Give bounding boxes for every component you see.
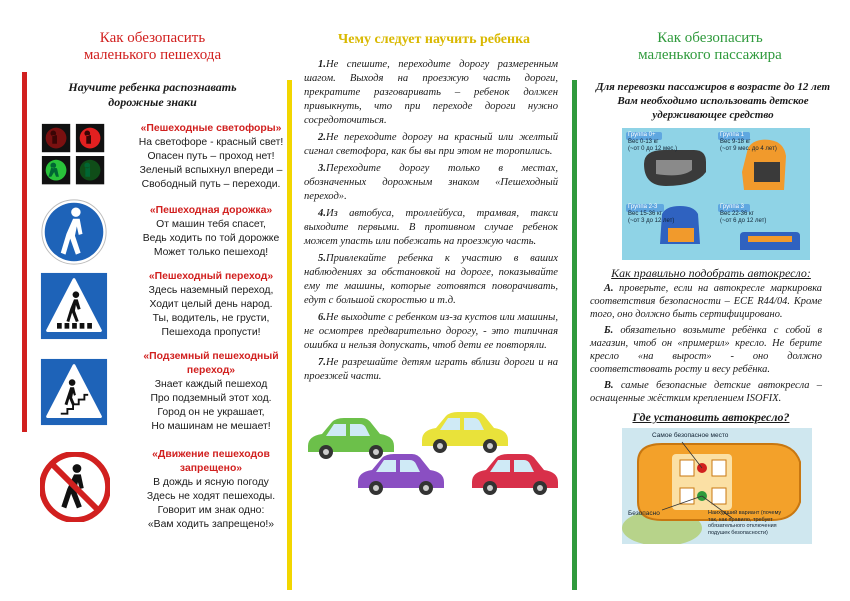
- rule-2: 2.Не переходите дорогу на красный или желтый сигнал светофора, как бы вы при этом не торопились.: [304, 132, 558, 157]
- rule-1: 1.Не спешите, переходите дорогу размеренным шагом. Выходя на проезжую часть дороги, прекратите разговаривать – ребенок должен привыкнуть, что при переходе дороги нужно сосредоточиться.: [304, 59, 558, 126]
- sign-row-underground: [38, 350, 279, 442]
- green-car-icon: [308, 418, 394, 459]
- label-safe: Безопасно: [628, 510, 660, 517]
- seat-group-1-label: Группа 1 Вес 9-18 кг (~от 9 мес. до 4 лет): [720, 132, 777, 152]
- yellow-car-icon: [422, 412, 508, 453]
- seat-group-2-label: Группа 2-3 Вес 15-36 кг (~от 3 до 12 лет): [628, 204, 675, 224]
- pedestrian-crossing-sign-icon: [40, 272, 108, 340]
- right-title: Как обезопасить маленького пассажира: [638, 30, 782, 63]
- sign-row-traffic-lights: [38, 122, 284, 200]
- left-column: [0, 0, 285, 601]
- sign-row-crossing: [38, 268, 274, 344]
- tip-b: Б. обязательно возьмите ребёнка с собой в магазин, чтоб он «примерил» кресло. Не берите кресло «на вырост» - оно должно соответствовать росту и весу ребёнка.: [590, 325, 822, 375]
- no-pedestrians-sign-icon: [40, 452, 110, 522]
- sign-row-prohibited: [38, 446, 276, 546]
- poem-traffic-lights: «Пешеходные светофоры» На светофоре - красный свет! Опасен путь – проход нет! Зеленый вспыхнул впереди – Свободный путь – переходи.: [138, 123, 284, 190]
- rule-6: 6.Не выходите с ребенком из-за кустов или машины, не осмотрев предварительно дорогу, - это типичная ошибка и нельзя допускать, чтоб дети ее повторяли.: [304, 312, 558, 351]
- red-car-icon: [472, 454, 558, 495]
- where-title: Где установить автокресло?: [632, 410, 790, 424]
- underground-crossing-sign-icon: [40, 358, 108, 426]
- rule-5: 5.Привлекайте ребенка к участию в ваших наблюдениях за обстановкой на дороге, показывайте ему те машины, которые готовятся поворачивать, едут с большой скоростью и т.д.: [304, 253, 558, 306]
- green-divider: [572, 80, 577, 590]
- rule-4: 4.Из автобуса, троллейбуса, трамвая, такси выходите первыми. В противном случае ребенок может упасть или побежать на проезжую часть.: [304, 208, 558, 247]
- pedestrian-path-sign-icon: [40, 198, 108, 266]
- rule-7: 7.Не разрешайте детям играть вблизи дороги и на проезжей части.: [304, 357, 558, 382]
- middle-title: Чему следует научить ребенка: [338, 32, 530, 47]
- poem-pedestrian-path: «Пешеходная дорожка» От машин тебя спасет, Ведь ходить по той дорожке Может только пешеход!: [142, 205, 280, 258]
- car-seat-intro: Для перевозки пассажиров в возрасте до 12 лет Вам необходимо использовать детское удерживающее средство: [595, 81, 831, 121]
- car-seat-tips: [590, 282, 822, 408]
- rule-3: 3.Переходите дорогу только в местах, обозначенных дорожным знаком «Пешеходный переход».: [304, 163, 558, 202]
- poem-prohibited: «Движение пешеходов запрещено» В дождь и ясную погоду Здесь не ходят пешеходы. Говорит им знак одно: «Вам ходить запрещено!»: [146, 449, 276, 530]
- poem-underground: «Подземный пешеходный переход» Знает каждый пешеход Про подземный этот ход. Город он не украшает, Но машинам не мешает!: [143, 351, 279, 432]
- left-subtitle: Научите ребенка распознавать дорожные знаки: [68, 80, 237, 109]
- label-worst: Наихудший вариант (почему так, как правило, требует обязательного отключения подушек безопасности): [708, 510, 782, 536]
- howto-title: Как правильно подобрать автокресло:: [611, 266, 811, 280]
- purple-car-icon: [358, 454, 444, 495]
- yellow-divider: [287, 80, 292, 590]
- left-title: Как обезопасить маленького пешехода: [83, 30, 222, 63]
- seat-group-0-label: Группа 0+ Вес 0-13 кг (~от 0 до 12 мес.): [628, 132, 678, 152]
- safety-rules-list: [304, 58, 558, 387]
- cars-illustration: [300, 408, 562, 500]
- label-safest: Самое безопасное место: [652, 432, 729, 439]
- sign-row-pedestrian-path: [38, 198, 280, 268]
- seat-group-3-label: Группа 3 Вес 22-36 кг (~от 6 до 12 лет): [720, 204, 767, 224]
- car-seat-groups-panel: [622, 128, 810, 260]
- seat-position-diagram: [622, 428, 812, 544]
- red-divider: [22, 72, 27, 432]
- tip-a: А. проверьте, если на автокресле маркировка соответствия безопасности – ECE R44/04. Кроме того, оно должно быть сертифицировано.: [590, 283, 822, 320]
- pedestrian-traffic-light-icon: [40, 122, 108, 190]
- tip-c: В. самые безопасные детские автокресла – оснащенные жёстким креплением ISOFIX.: [590, 380, 822, 404]
- poem-crossing: «Пешеходный переход» Здесь наземный переход, Ходит целый день народ. Ты, водитель, не грусти, Пешехода пропусти!: [148, 271, 274, 338]
